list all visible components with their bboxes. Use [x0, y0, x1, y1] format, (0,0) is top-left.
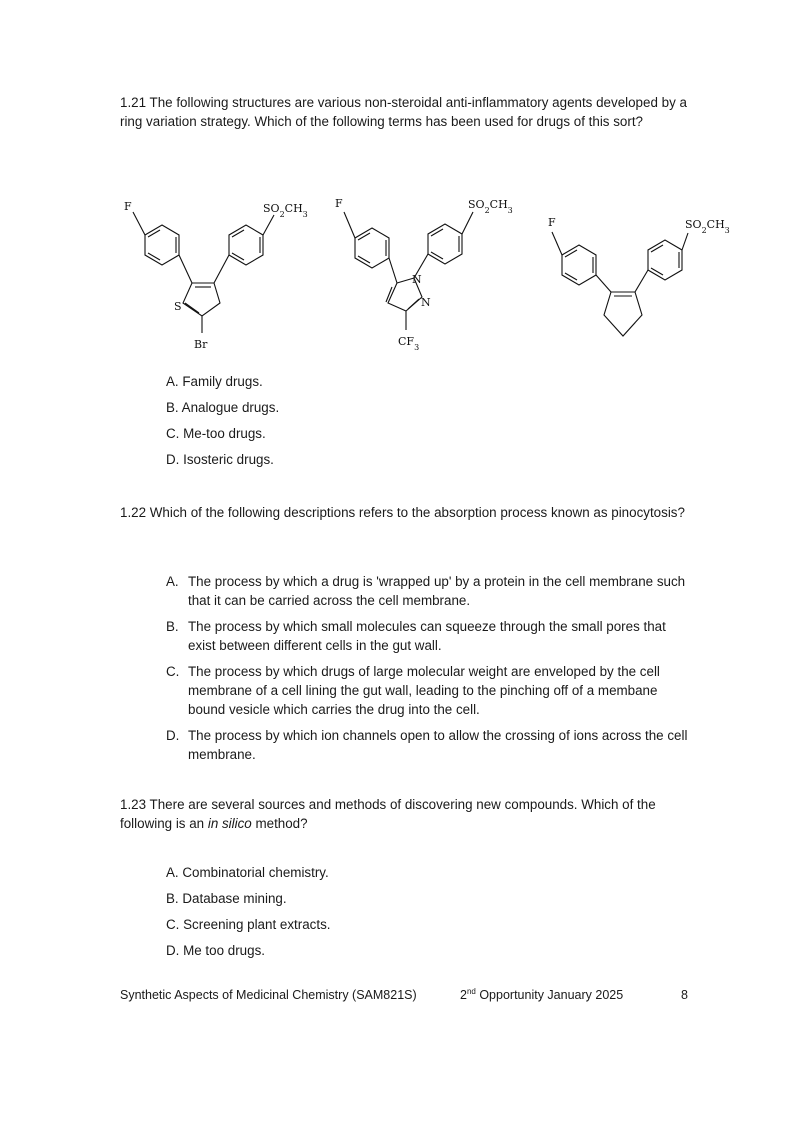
- option-c[interactable]: C. Me-too drugs.: [166, 426, 266, 441]
- s1-bromo: Br: [194, 338, 208, 351]
- option-c[interactable]: [166, 662, 696, 719]
- option-label: A.: [166, 574, 179, 589]
- question-1-22-stem: 1.22 Which of the following descriptions refers to the absorption process known as pinocytosis?: [120, 505, 685, 520]
- s2-trifluoromethyl: $CF_3$: [398, 335, 420, 352]
- stem-text: 1.23 There are several sources and methods of discovering new compounds. Which of the following is an: [120, 797, 656, 831]
- question-1-21-options: [166, 372, 279, 476]
- footer-course: Synthetic Aspects of Medicinal Chemistry (SAM821S): [120, 988, 417, 1002]
- s2-halogen: F: [335, 197, 343, 210]
- option-a[interactable]: A. Combinatorial chemistry.: [166, 865, 329, 880]
- s3-halogen: F: [548, 216, 556, 229]
- option-text: The process by which a drug is 'wrapped up' by a protein in the cell membrane such that it can be carried across the cell membrane.: [188, 574, 686, 608]
- opportunity-text: Opportunity January 2025: [475, 988, 624, 1002]
- option-text: The process by which ion channels open to allow the crossing of ions across the cell membrane.: [188, 728, 688, 762]
- option-b[interactable]: [166, 617, 696, 655]
- structure-1-thiophene: [110, 190, 320, 360]
- option-d[interactable]: D. Me too drugs.: [166, 943, 265, 958]
- option-label: D.: [166, 728, 180, 743]
- option-b[interactable]: B. Database mining.: [166, 891, 287, 906]
- s2-sulfonyl-group: $SO_2CH_3$: [468, 198, 513, 215]
- stem-text-end: method?: [251, 816, 308, 831]
- question-1-21-stem: 1.21 The following structures are various non-steroidal anti-inflammatory agents developed by a ring variation strategy. Which of the following terms has been used for drugs of this sort?: [120, 95, 687, 129]
- option-b[interactable]: B. Analogue drugs.: [166, 400, 280, 415]
- option-a[interactable]: [166, 572, 696, 610]
- option-label: B.: [166, 619, 179, 634]
- structure-3-cyclopentene: [540, 210, 750, 360]
- s1-halogen: F: [124, 200, 132, 213]
- option-d[interactable]: D. Isosteric drugs.: [166, 452, 274, 467]
- option-text: The process by which small molecules can squeeze through the small pores that exist between different cells in the gut wall.: [188, 619, 666, 653]
- s3-sulfonyl-group: $SO_2CH_3$: [685, 218, 730, 235]
- option-label: C.: [166, 664, 180, 679]
- structure-2-pyrazole: [330, 190, 540, 360]
- page-number: 8: [681, 988, 688, 1002]
- option-a[interactable]: A. Family drugs.: [166, 374, 263, 389]
- s2-nitrogen-1: N: [412, 273, 422, 286]
- s1-sulfur: S: [174, 300, 182, 313]
- option-c[interactable]: C. Screening plant extracts.: [166, 917, 331, 932]
- option-text: The process by which drugs of large molecular weight are enveloped by the cell membrane of a cell lining the gut wall, leading to the pinching off of a membane bound vesicle which carries the drug into the cell.: [188, 664, 660, 717]
- question-1-22-options: [166, 572, 696, 771]
- opportunity-number: 2: [460, 988, 467, 1002]
- question-1-23-options: [166, 863, 331, 967]
- s2-nitrogen-2: N: [421, 296, 431, 309]
- question-1-23-stem: [120, 795, 695, 833]
- option-d[interactable]: [166, 726, 696, 764]
- s1-sulfonyl-group: $SO_2CH_3$: [263, 202, 308, 219]
- stem-italic: in silico: [207, 816, 252, 831]
- footer-opportunity: [460, 988, 623, 1002]
- opportunity-ordinal: nd: [466, 986, 476, 996]
